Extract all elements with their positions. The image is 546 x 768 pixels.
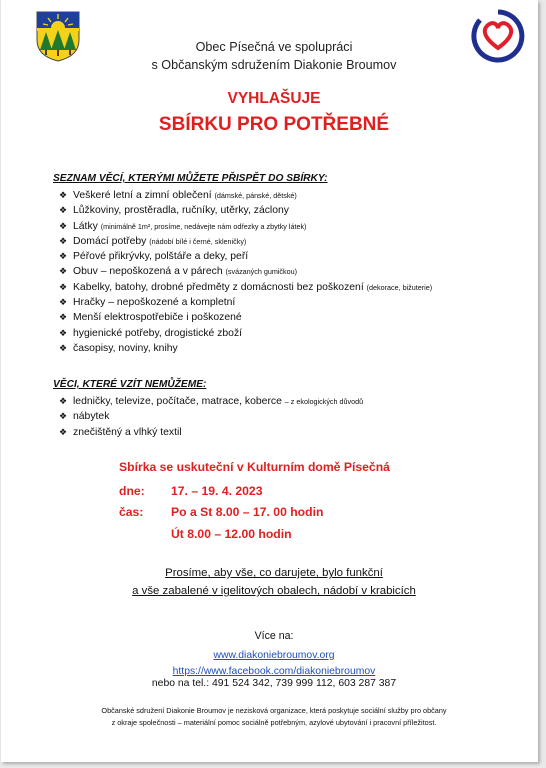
list-item: ❖ Obuv – nepoškozená a v párech (svázaných gumičkou) — [57, 264, 432, 279]
footer-line-1: Občanské sdružení Diakonie Broumov je nezisková organizace, která poskytuje sociální služby pro občany — [101, 706, 447, 715]
more-info-label: Více na: — [254, 630, 294, 642]
phone-numbers: nebo na tel.: 491 524 342, 739 999 112, 603 287 387 — [151, 678, 397, 689]
list-item: ❖ časopisy, noviny, knihy — [57, 341, 432, 356]
organizer-line-2: s Občanským sdružením Diakonie Broumov — [151, 58, 397, 72]
bullet-diamond-icon: ❖ — [59, 266, 68, 277]
footer-line-2: z okraje společnosti – materiální pomoc sociálně potřebným, azylové ubytování i pracovní příležitost. — [111, 718, 437, 727]
list-item: ❖ ledničky, televize, počítače, matrace, koberce – z ekologických důvodů — [57, 394, 363, 409]
list-item: ❖ hygienické potřeby, drogistické zboží — [57, 326, 432, 341]
rejected-heading: VĚCI, KTERÉ VZÍT NEMŮŽEME: — [53, 379, 207, 390]
bullet-diamond-icon: ❖ — [59, 281, 68, 292]
list-item: ❖ Veškeré letní a zimní oblečení (dámské, pánské, dětské) — [57, 188, 432, 203]
bullet-diamond-icon: ❖ — [59, 342, 68, 353]
event-date-label: dne: — [119, 484, 145, 498]
request-line-1: Prosíme, aby vše, co darujete, bylo funkční — [165, 567, 383, 579]
flyer-page — [1, 0, 538, 762]
bullet-diamond-icon: ❖ — [59, 297, 68, 308]
website-link[interactable]: www.diakoniebroumov.org — [213, 650, 335, 661]
list-item: ❖ Menší elektrospotřebiče i poškozené — [57, 310, 432, 325]
bullet-diamond-icon: ❖ — [59, 312, 68, 323]
title-collection: SBÍRKU PRO POTŘEBNÉ — [158, 114, 390, 135]
list-item: ❖ Lůžkoviny, prostěradla, ručníky, utěrky, záclony — [57, 203, 432, 218]
municipal-coat-of-arms-icon — [35, 10, 81, 62]
accepted-list — [57, 188, 432, 356]
bullet-diamond-icon: ❖ — [59, 220, 68, 231]
event-time-value-2: Út 8.00 – 12.00 hodin — [171, 527, 292, 541]
list-item: ❖ Látky (minimálně 1m², prosíme, nedávejte nám odřezky a zbytky látek) — [57, 219, 432, 234]
organizer-line-1: Obec Písečná ve spolupráci — [195, 40, 353, 54]
diakonie-heart-logo-icon — [470, 8, 526, 64]
event-time-label: čas: — [119, 505, 144, 519]
event-date-value: 17. – 19. 4. 2023 — [171, 484, 263, 498]
facebook-link[interactable]: https://www.facebook.com/diakoniebroumov — [172, 666, 376, 677]
bullet-diamond-icon: ❖ — [59, 251, 68, 262]
list-item: ❖ Péřové přikrývky, polštáře a deky, peří — [57, 249, 432, 264]
request-line-2: a vše zabalené v igelitových obalech, nádobí v krabicích — [132, 585, 416, 597]
bullet-diamond-icon: ❖ — [59, 190, 68, 200]
list-item: ❖ Hračky – nepoškozené a kompletní — [57, 295, 432, 310]
bullet-diamond-icon: ❖ — [59, 205, 68, 216]
bullet-diamond-icon: ❖ — [59, 396, 68, 406]
accepted-heading: SEZNAM VĚCÍ, KTERÝMI MŮŽETE PŘISPĚT DO SBÍRKY: — [53, 173, 328, 184]
title-announces: VYHLAŠUJE — [227, 90, 321, 107]
event-place: Sbírka se uskuteční v Kulturním domě Písečná — [119, 460, 390, 474]
rejected-list — [57, 394, 363, 440]
list-item: ❖ Domácí potřeby (nádobí bílé i černé, skleničky) — [57, 234, 432, 249]
bullet-diamond-icon: ❖ — [59, 327, 68, 338]
list-item: ❖ znečištěný a vlhký textil — [57, 425, 363, 440]
list-item: ❖ nábytek — [57, 409, 363, 424]
bullet-diamond-icon: ❖ — [59, 235, 68, 246]
list-item: ❖ Kabelky, batohy, drobné předměty z domácnosti bez poškození (dekorace, bižuterie) — [57, 280, 432, 295]
event-time-value-1: Po a St 8.00 – 17. 00 hodin — [171, 505, 324, 519]
bullet-diamond-icon: ❖ — [59, 426, 68, 437]
bullet-diamond-icon: ❖ — [59, 411, 68, 422]
